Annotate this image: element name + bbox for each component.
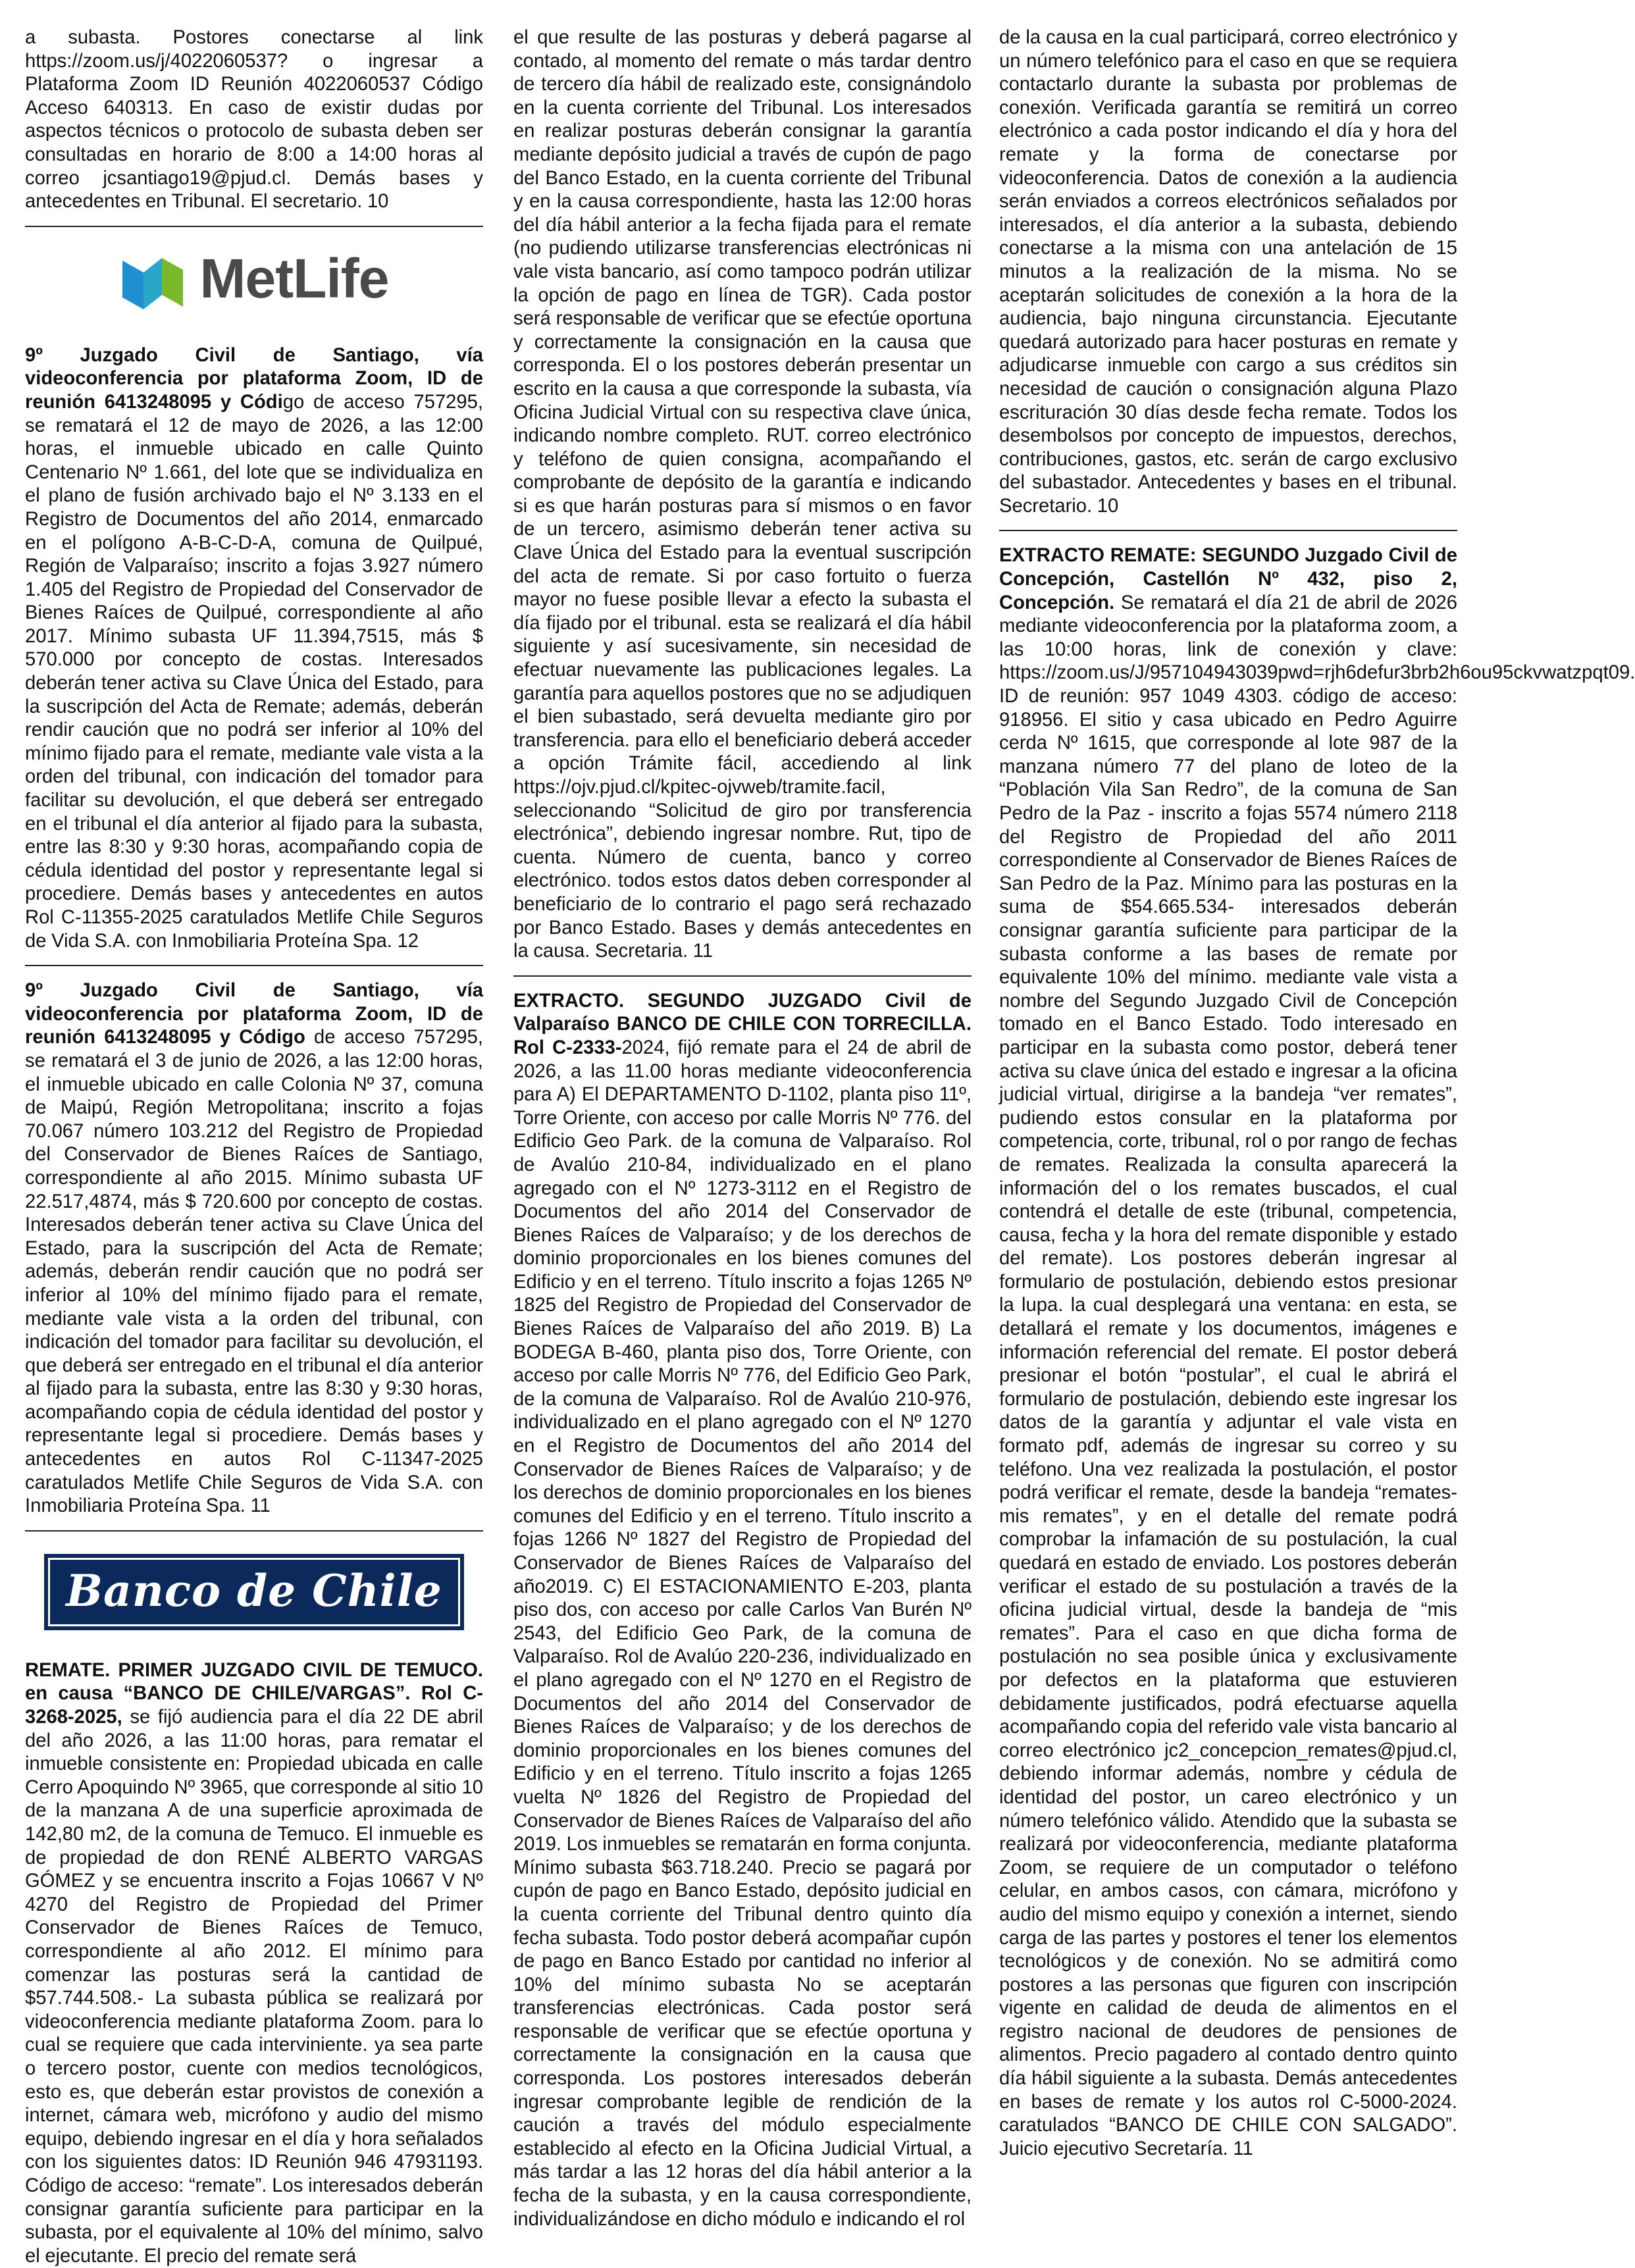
notice-body: go de acceso 757295, se rematará el 12 de mayo de 2026, a las 12:00 horas, el inmueble ubicado en calle Quinto Centenario Nº 1.661, del lote que se individualiza en el plano de fusión archivado bajo el Nº 3.133 en el Registro de Documentos del año 2014, enmarcado en el polígono A-B-C-D-A, comuna de Quilpué, Región de Valparaíso; inscrito a fojas 3.927 número 1.405 del Registro de Propiedad del Conservador de Bienes Raíces de Quilpué, correspondiente al año 2017. Mínimo subasta UF 11.394,7515, más $ 570.000 por concepto de costas. Interesados deberán tener activa su Clave Única del Estado, para la suscripción del Acta de Remate; además, deberán rendir caución que no podrá ser inferior al 10% del mínimo fijado para el remate, mediante vale vista a la orden del tribunal, con indicación del tomador para facilitar su devolución, el que deberá ser entregado en el tribunal el día anterior al fijado para la subasta, entre las 8:30 y 9:30 horas, acompañando copia de cédula identidad del postor y representante legal si procediere. Demás bases y antecedentes en autos Rol C-11355-2025 caratulados Metlife Chile Seguros de Vida S.A. con Inmobiliaria Proteína Spa. 12 xyxy=(25,391,483,952)
notice-heading: REMATE. PRIMER JUZGADO CIVIL DE TEMUCO. en causa “BANCO DE CHILE/VARGAS”. Rol C-3268-2025, xyxy=(25,1659,483,1728)
notice-juzgado-9-a xyxy=(25,344,483,953)
notice-heading: 9º Juzgado Civil de Santiago, vía videoconferencia por plataforma Zoom, ID de reunión 6413248095 y Códi xyxy=(25,344,483,413)
metlife-m-icon xyxy=(120,246,186,312)
divider xyxy=(999,530,1457,531)
notice-valparaiso-continued: de la causa en la cual participará, correo electrónico y un número telefónico para el caso en que se requiera contactarlo durante la subasta por problemas de conexión. Verificada garantía se remitirá un correo electrónico a cada postor indicando el día y hora del remate y la forma de conectarse por videoconferencia. Datos de conexión a la audiencia serán enviados a correos electrónicos señalados por interesados, el día anterior a la subasta, debiendo conectarse a la misma con una antelación de 15 minutos a la realización de la misma. No se aceptarán solicitudes de conexión a la hora de la audiencia, bajo ninguna circunstancia. Ejecutante quedará autorizado para hacer posturas en remate y adjudicarse inmueble con cargo a sus créditos sin necesidad de caución o consignación alguna Plazo escrituración 30 días desde fecha remate. Todos los desembolsos por concepto de impuestos, derechos, contribuciones, gastos, etc. serán de cargo exclusivo del subastador. Antecedentes y bases en el tribunal. Secretario. 10 xyxy=(999,27,1457,517)
notice-continuation-1: a subasta. Postores conectarse al link https://zoom.us/j/4022060537? o ingresar a Plataforma Zoom ID Reunión 4022060537 Código Acceso 640313. En caso de existir dudas por aspectos técnicos o protocolo de subasta deben ser consultadas en horario de 8:00 a 14:00 horas al correo jcsantiago19@pjud.cl. Demás bases y antecedentes en Tribunal. El secretario. 10 xyxy=(25,27,483,213)
divider xyxy=(25,226,483,227)
banco-de-chile-wordmark: Banco de Chile xyxy=(44,1554,464,1630)
notice-body: Se rematará el día 21 de abril de 2026 mediante videoconferencia por la plataforma zoom, a las 10:00 horas, link de conexión y clave: https://zoom.us/J/957104943039pwd=rjh6defur3brb2h6ou95ckvwatzpqt09. ID de reunión: 957 1049 4303. código de acceso: 918956. El sitio y casa ubicado en Pedro Aguirre cerda Nº 1615, que corresponde al lote 987 de la manzana número 77 del plano de loteo de la “Población Vila San Redro”, de la comuna de San Pedro de la Paz - inscrito a fojas 5574 número 2118 del Registro de Propiedad del año 2011 correspondiente al Conservador de Bienes Raíces de San Pedro de la Paz. Mínimo para las posturas en la suma de $54.665.534- interesados deberán consignar garantía suficiente para participar de la subasta conforme a las bases de remate por equivalente 10% del mínimo. mediante vale vista a nombre del Segundo Juzgado Civil de Concepción tomado en el Banco Estado. Todo interesado en participar en la subasta como postor, deberá tener activa su clave única del estado e ingresar a la oficina judicial virtual, dirigirse a la bandeja “ver remates”, pudiendo estos consular en la plataforma por competencia, corte, tribunal, rol o por rango de fechas de remates. Realizada la consulta aparecerá la información del o los remates buscados, el cual contendrá el detalle de este (tribunal, competencia, causa, fecha y la hora del remate disponible y estado del remate). Los postores deberán ingresar al formulario de postulación, debiendo estos presionar la lupa. la cual desplegará una ventana: en esta, se detallará el remate y los documentos, imágenes e información referencial del remate. El postor deberá presionar el botón “postular”, el cual le abrirá el formulario de postulación, debiendo este ingresar los datos de la garantía y adjuntar el vale vista en formato pdf, además de ingresar su correo y su teléfono. Una vez realizada la postulación, el postor podrá verificar el remate, desde la bandeja “remates-mis remates”, y en el detalle del remate podrá comprobar la infamación de su postulación, la cual quedará en estado de enviado. Los postores deberán verificar el estado de su postulación a través de la oficina judicial virtual, desde la bandeja de “mis remates”. Para el caso en que dicha forma de postulación no sea posible única y exclusivamente por defectos en la plataforma que estuvieren debidamente justificados, podrá efectuarse aquella acompañando copia del referido vale vista bancario al correo electrónico jc2_concepcion_remates@pjud.cl, debiendo informar además, nombre y cédula de identidad del postor, un careo electrónico y un número telefónico válido. Atendido que la subasta se realizará por videoconferencia, mediante plataforma Zoom, se requiere de un computador o teléfono celular, en ambos casos, con cámara, micrófono y audio del mismo equipo y conexión a internet, siendo carga de las partes y postores el tener los elementos tecnológicos y de conexión. No se admitirá como postores a las personas que figuren con inscripción vigente en calidad de deuda de alimentos en el registro nacional de deudores de pensiones de alimentos. Precio pagadero al contado dentro quinto día hábil siguiente a la subasta. Demás antecedentes en bases de remate y los autos rol C-5000-2024. caratulados “BANCO DE CHILE CON SALGADO”. Juicio ejecutivo Secretaría. 11 xyxy=(999,592,1635,2159)
notice-temuco xyxy=(25,1659,483,2268)
notice-valparaiso xyxy=(513,990,972,2231)
metlife-logo xyxy=(25,240,483,318)
column-2 xyxy=(513,26,972,2230)
notice-heading: EXTRACTO. SEGUNDO JUZGADO Civil de Valparaíso BANCO DE CHILE CON TORRECILLA. Rol C-2333- xyxy=(513,990,972,1058)
notice-body: se fijó audiencia para el día 22 DE abril del año 2026, a las 11:00 horas, para rematar el inmueble consistente en: Propiedad ubicada en calle Cerro Apoquindo Nº 3965, que corresponde al sitio 10 de la manzana A de una superficie aproximada de 142,80 m2, de la comuna de Temuco. El inmueble es de propiedad de don RENÉ ALBERTO VARGAS GÓMEZ y se encuentra inscrito a Fojas 10667 V Nº 4270 del Registro de Propiedad del Primer Conservador de Bienes Raíces de Temuco, correspondiente al año 2012. El mínimo para comenzar las posturas será la cantidad de $57.744.508.- La subasta pública se realizará por videoconferencia mediante plataforma Zoom. para lo cual se requiere que cada interviniente. ya sea parte o tercero postor, cuente con medios tecnológicos, esto es, que deberán estar provistos de conexión a internet, cámara web, micrófono y audio del mismo equipo, debiendo ingresar en el día y hora señalados con los siguientes datos: ID Reunión 946 47931193. Código de acceso: “remate”. Los interesados deberán consignar garantía suficiente para participar en la subasta, por el equivalente al 10% del mínimo, salvo el ejecutante. El precio del remate será xyxy=(25,1707,483,2267)
notice-juzgado-9-b xyxy=(25,979,483,1518)
notice-heading: EXTRACTO REMATE: SEGUNDO Juzgado Civil de Concepción, Castellón Nº 432, piso 2, Concepción. xyxy=(999,545,1457,613)
metlife-wordmark: MetLife xyxy=(199,247,389,310)
divider xyxy=(25,965,483,966)
notice-concepcion xyxy=(999,544,1635,2161)
column-1 xyxy=(25,26,483,2267)
divider xyxy=(25,1530,483,1532)
notice-body: 2024, fijó remate para el 24 de abril de 2026, a las 11.00 horas mediante videoconferencia para A) El DEPARTAMENTO D-1102, planta piso 11º, Torre Oriente, con acceso por calle Morris Nº 776. del Edificio Geo Park. de la comuna de Valparaíso. Rol de Avalúo 210-84, individualizado en el plano agregado con el Nº 1273-3112 en el Registro de Documentos del año 2014 del Conservador de Bienes Raíces de Valparaíso; y de los derechos de dominio proporcionales en los bienes comunes del Edificio y en el terreno. Título inscrito a fojas 1265 Nº 1825 del Registro de Propiedad del Conservador de Bienes Raíces de Valparaíso del año 2019. B) La BODEGA B-460, planta piso dos, Torre Oriente, con acceso por calle Morris Nº 776, del Edificio Geo Park, de la comuna de Valparaíso. Rol de Avalúo 210-976, individualizado en el plano agregado con el Nº 1270 en el Registro de Documentos del año 2014 del Conservador de Bienes Raíces de Valparaíso; y de los derechos de dominio proporcionales en los bienes comunes del Edificio y en el terreno. Título inscrito a fojas 1266 Nº 1827 del Registro de Propiedad del Conservador de Bienes Raíces de Valparaíso del año2019. C) El ESTACIONAMIENTO E-203, planta piso dos, con acceso por calle Carlos Van Burén Nº 2543, del Edificio Geo Park, de la comuna de Valparaíso. Rol de Avalúo 220-236, individualizado en el plano agregado con el Nº 1270 en el Registro de Documentos del año 2014 del Conservador de Bienes Raíces de Valparaíso; y de los derechos de dominio proporcionales en los bienes comunes del Edificio y en el terreno. Título inscrito a fojas 1265 vuelta Nº 1826 del Registro de Propiedad del Conservador de Bienes Raíces de Valparaíso del año 2019. Los inmuebles se rematarán en forma conjunta. Mínimo subasta $63.718.240. Precio se pagará por cupón de pago en Banco Estado, depósito judicial en la cuenta corriente del Tribunal dentro quinto día fecha subasta. Todo postor deberá acompañar cupón de pago en Banco Estado por cantidad no inferior al 10% del mínimo subasta No se aceptarán transferencias electrónicas. Cada postor será responsable de verificar que se efectúe oportuna y correctamente la consignación en la causa que corresponda. Los postores interesados deberán ingresar comprobante legible de rendición de la caución a través del módulo especialmente establecido al efecto en la Oficina Judicial Virtual, a más tardar a las 12 horas del día hábil anterior a la fecha de la subasta, y en la causa correspondiente, individualizándose en dicho módulo e indicando el rol xyxy=(513,1037,972,2230)
divider xyxy=(513,975,972,977)
banco-de-chile-logo xyxy=(25,1554,483,1630)
notice-body: de acceso 757295, se rematará el 3 de junio de 2026, a las 12:00 horas, el inmueble ubicado en calle Colonia Nº 37, comuna de Maipú, Región Metropolitana; inscrito a fojas 70.067 número 103.212 del Registro de Propiedad del Conservador de Bienes Raíces de Santiago, correspondiente al año 2015. Mínimo subasta UF 22.517,4874, más $ 720.600 por concepto de costas. Interesados deberán tener activa su Clave Única del Estado, para la suscripción del Acta de Remate; además, deberán rendir caución que no podrá ser inferior al 10% del mínimo fijado para el remate, mediante vale vista a la orden del tribunal, con indicación del tomador para facilitar su devolución, el que deberá ser entregado en el tribunal el día anterior al fijado para la subasta, entre las 8:30 y 9:30 horas, acompañando copia de cédula identidad del postor y representante legal si procediere. Demás bases y antecedentes en autos Rol C-11347-2025 caratulados Metlife Chile Seguros de Vida S.A. con Inmobiliaria Proteína Spa. 11 xyxy=(25,1027,483,1517)
notice-heading: 9º Juzgado Civil de Santiago, vía videoconferencia por plataforma Zoom, ID de reunión 6413248095 y Código xyxy=(25,980,483,1048)
column-3 xyxy=(999,26,1635,2159)
notice-temuco-continued: el que resulte de las posturas y deberá pagarse al contado, al momento del remate o más tardar dentro de tercero día hábil de realizado este, consignándolo en la cuenta corriente del Tribunal. Los interesados en realizar posturas deberán consignar la garantía mediante depósito judicial a través de cupón de pago del Banco Estado, en la cuenta corriente del Tribunal y en la causa correspondiente, hasta las 12:00 horas del día hábil anterior a la fecha fijada para el remate (no pudiendo utilizarse transferencias electrónicas ni vale vista bancario, así como tampoco podrán utilizar la opción de pago en línea de TGR). Cada postor será responsable de verificar que se efectúe oportuna y correctamente la consignación en la causa que corresponda. El o los postores deberán presentar un escrito en la causa a que corresponde la subasta, vía Oficina Judicial Virtual con su respectiva clave única, indicando nombre completo. RUT. correo electrónico y teléfono de quien consigna, acompañando el comprobante de depósito de la garantía e indicando si es que harán posturas para sí mismos o en favor de un tercero, asimismo deberán tener activa su Clave Única del Estado para la eventual suscripción del acta de remate. Si por caso fortuito o fuerza mayor no fuese posible llevar a efecto la subasta el día fijado por el tribunal. esta se realizará el día hábil siguiente y así sucesivamente, sin necesidad de efectuar nuevamente las publicaciones legales. La garantía para aquellos postores que no se adjudiquen el bien subastado, será devuelta mediante giro por transferencia. para ello el beneficiario deberá acceder a opción Trámite fácil, accediendo al link https://ojv.pjud.cl/kpitec-ojvweb/tramite.facil, seleccionando “Solicitud de giro por transferencia electrónica”, debiendo ingresar nombre. Rut, tipo de cuenta. Número de cuenta, banco y correo electrónico. todos estos datos deben corresponder al beneficiario de lo contrario el pago será rechazado por Banco Estado. Bases y demás antecedentes en la causa. Secretaria. 11 xyxy=(513,27,972,962)
